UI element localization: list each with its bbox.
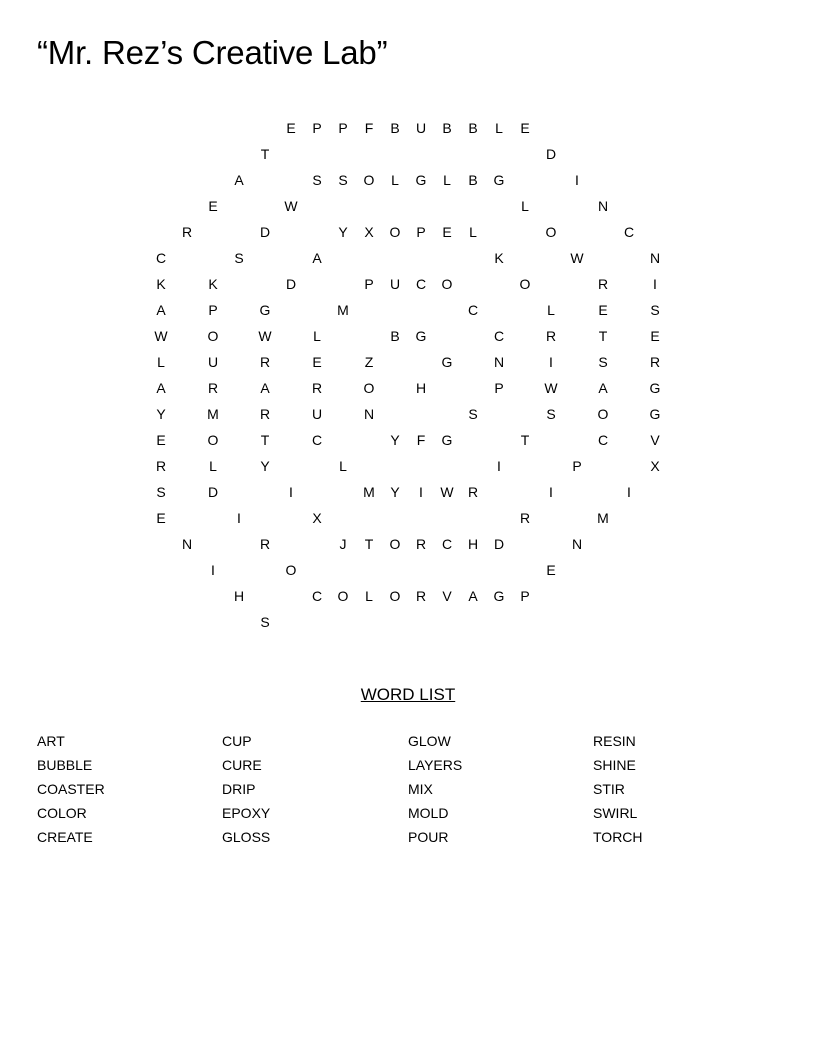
grid-letter: I: [497, 458, 501, 474]
grid-letter: E: [650, 328, 660, 344]
grid-letter: H: [233, 588, 245, 604]
grid-row: [148, 586, 668, 612]
word-list-item: CUP: [222, 733, 252, 749]
grid-letter: X: [312, 510, 322, 526]
grid-letter: R: [597, 276, 609, 292]
grid-letter: A: [260, 380, 270, 396]
grid-letter: L: [365, 588, 373, 604]
grid-letter: I: [237, 510, 241, 526]
grid-letter: T: [364, 536, 374, 552]
grid-letter: W: [258, 328, 272, 344]
grid-letter: M: [363, 484, 375, 500]
grid-letter: O: [285, 562, 297, 578]
grid-letter: R: [545, 328, 557, 344]
grid-letter: T: [520, 432, 530, 448]
grid-letter: S: [312, 172, 322, 188]
grid-letter: S: [546, 406, 556, 422]
grid-letter: M: [337, 302, 349, 318]
grid-letter: N: [181, 536, 193, 552]
grid-letter: E: [156, 432, 166, 448]
word-list-column-3: [408, 731, 462, 851]
grid-letter: R: [181, 224, 193, 240]
grid-row: [148, 560, 668, 586]
grid-letter: A: [234, 172, 244, 188]
grid-letter: V: [650, 432, 660, 448]
grid-letter: R: [519, 510, 531, 526]
grid-letter: D: [493, 536, 505, 552]
grid-letter: W: [440, 484, 454, 500]
grid-row: [148, 144, 668, 170]
grid-letter: O: [337, 588, 349, 604]
grid-letter: C: [311, 588, 323, 604]
grid-letter: D: [545, 146, 557, 162]
word-list-item: MOLD: [408, 805, 449, 821]
grid-letter: N: [363, 406, 375, 422]
grid-letter: G: [415, 328, 427, 344]
grid-letter: O: [363, 380, 375, 396]
grid-letter: L: [521, 198, 529, 214]
grid-letter: L: [339, 458, 347, 474]
grid-letter: I: [549, 354, 553, 370]
word-list-item: RESIN: [593, 733, 636, 749]
word-list-item: GLOSS: [222, 829, 271, 845]
grid-letter: N: [597, 198, 609, 214]
grid-letter: P: [572, 458, 582, 474]
word-list-item: SHINE: [593, 757, 636, 773]
grid-letter: L: [469, 224, 477, 240]
grid-letter: O: [441, 276, 453, 292]
grid-letter: E: [546, 562, 556, 578]
grid-letter: B: [390, 328, 400, 344]
grid-letter: A: [156, 302, 166, 318]
grid-row: [148, 170, 668, 196]
grid-letter: R: [415, 536, 427, 552]
grid-letter: K: [494, 250, 504, 266]
grid-letter: O: [545, 224, 557, 240]
grid-letter: G: [493, 172, 505, 188]
grid-letter: O: [389, 588, 401, 604]
word-list-heading: WORD LIST: [360, 685, 456, 704]
grid-row: [148, 118, 668, 144]
grid-row: [148, 456, 668, 482]
word-list-item: SWIRL: [593, 805, 638, 821]
grid-row: [148, 274, 668, 300]
grid-letter: A: [312, 250, 322, 266]
grid-letter: T: [260, 432, 270, 448]
grid-letter: E: [208, 198, 218, 214]
word-list-item: CREATE: [37, 829, 93, 845]
grid-row: [148, 508, 668, 534]
grid-letter: R: [259, 406, 271, 422]
grid-letter: S: [650, 302, 660, 318]
grid-letter: X: [650, 458, 660, 474]
grid-letter: I: [627, 484, 631, 500]
word-list-item: CURE: [222, 757, 262, 773]
grid-letter: R: [259, 354, 271, 370]
grid-letter: Y: [390, 432, 400, 448]
grid-letter: O: [519, 276, 531, 292]
grid-letter: R: [259, 536, 271, 552]
word-list-column-1: [37, 731, 105, 851]
grid-letter: R: [415, 588, 427, 604]
grid-letter: L: [157, 354, 165, 370]
grid-row: [148, 612, 668, 638]
grid-letter: V: [442, 588, 452, 604]
grid-letter: S: [234, 250, 244, 266]
grid-letter: I: [575, 172, 579, 188]
grid-letter: C: [441, 536, 453, 552]
grid-letter: R: [207, 380, 219, 396]
word-list-item: POUR: [408, 829, 449, 845]
word-list-item: COASTER: [37, 781, 105, 797]
grid-letter: L: [209, 458, 217, 474]
grid-letter: N: [649, 250, 661, 266]
grid-letter: K: [208, 276, 218, 292]
grid-row: [148, 534, 668, 560]
grid-letter: H: [415, 380, 427, 396]
grid-letter: W: [284, 198, 298, 214]
word-list-item: MIX: [408, 781, 433, 797]
grid-letter: K: [156, 276, 166, 292]
grid-letter: G: [259, 302, 271, 318]
grid-letter: H: [467, 536, 479, 552]
grid-letter: L: [313, 328, 321, 344]
grid-letter: F: [364, 120, 374, 136]
grid-letter: M: [207, 406, 219, 422]
grid-letter: U: [311, 406, 323, 422]
grid-letter: P: [312, 120, 322, 136]
grid-letter: T: [598, 328, 608, 344]
grid-letter: W: [154, 328, 168, 344]
grid-letter: O: [363, 172, 375, 188]
grid-letter: D: [285, 276, 297, 292]
grid-letter: S: [598, 354, 608, 370]
grid-letter: E: [312, 354, 322, 370]
grid-letter: L: [391, 172, 399, 188]
grid-letter: S: [468, 406, 478, 422]
grid-letter: P: [520, 588, 530, 604]
grid-letter: N: [571, 536, 583, 552]
grid-row: [148, 248, 668, 274]
grid-row: [148, 300, 668, 326]
grid-letter: M: [597, 510, 609, 526]
grid-letter: L: [495, 120, 503, 136]
grid-letter: G: [415, 172, 427, 188]
grid-letter: D: [259, 224, 271, 240]
grid-letter: I: [419, 484, 423, 500]
grid-row: [148, 352, 668, 378]
grid-letter: E: [156, 510, 166, 526]
grid-letter: P: [494, 380, 504, 396]
grid-row: [148, 404, 668, 430]
grid-letter: G: [649, 406, 661, 422]
grid-letter: W: [544, 380, 558, 396]
word-list-item: EPOXY: [222, 805, 271, 821]
grid-letter: C: [415, 276, 427, 292]
grid-row: [148, 430, 668, 456]
grid-letter: B: [442, 120, 452, 136]
grid-letter: U: [207, 354, 219, 370]
grid-letter: R: [311, 380, 323, 396]
grid-letter: G: [649, 380, 661, 396]
grid-letter: L: [443, 172, 451, 188]
grid-letter: B: [390, 120, 400, 136]
grid-letter: R: [649, 354, 661, 370]
word-list-column-2: [222, 731, 270, 851]
grid-letter: P: [208, 302, 218, 318]
grid-letter: B: [468, 172, 478, 188]
grid-letter: C: [467, 302, 479, 318]
grid-letter: F: [416, 432, 426, 448]
grid-letter: O: [207, 432, 219, 448]
word-list-item: TORCH: [593, 829, 643, 845]
grid-letter: C: [155, 250, 167, 266]
grid-row: [148, 222, 668, 248]
grid-letter: O: [389, 536, 401, 552]
grid-letter: O: [207, 328, 219, 344]
grid-row: [148, 326, 668, 352]
grid-letter: S: [156, 484, 166, 500]
grid-letter: Y: [156, 406, 166, 422]
grid-letter: G: [441, 354, 453, 370]
grid-letter: U: [389, 276, 401, 292]
grid-letter: A: [598, 380, 608, 396]
letter-grid: [148, 118, 668, 638]
word-list-item: BUBBLE: [37, 757, 93, 773]
grid-letter: I: [289, 484, 293, 500]
grid-letter: G: [493, 588, 505, 604]
grid-letter: A: [156, 380, 166, 396]
grid-letter: D: [207, 484, 219, 500]
grid-letter: O: [597, 406, 609, 422]
grid-letter: Y: [390, 484, 400, 500]
page-title: “Mr. Rez’s Creative Lab”: [37, 34, 388, 71]
grid-letter: P: [338, 120, 348, 136]
grid-letter: I: [549, 484, 553, 500]
grid-letter: C: [493, 328, 505, 344]
grid-letter: Y: [260, 458, 270, 474]
grid-letter: C: [311, 432, 323, 448]
word-list-item: STIR: [593, 781, 625, 797]
grid-letter: T: [260, 146, 270, 162]
word-list-item: DRIP: [222, 781, 256, 797]
grid-row: [148, 482, 668, 508]
grid-letter: O: [389, 224, 401, 240]
grid-letter: I: [653, 276, 657, 292]
grid-letter: U: [415, 120, 427, 136]
word-list-item: ART: [37, 733, 65, 749]
grid-letter: P: [364, 276, 374, 292]
grid-letter: N: [493, 354, 505, 370]
grid-letter: E: [520, 120, 530, 136]
grid-letter: C: [597, 432, 609, 448]
grid-letter: P: [416, 224, 426, 240]
grid-letter: R: [467, 484, 479, 500]
word-list-item: LAYERS: [408, 757, 463, 773]
grid-letter: Z: [364, 354, 374, 370]
grid-letter: S: [260, 614, 270, 630]
grid-letter: A: [468, 588, 478, 604]
grid-letter: G: [441, 432, 453, 448]
grid-letter: J: [339, 536, 347, 552]
grid-letter: Y: [338, 224, 348, 240]
grid-letter: B: [468, 120, 478, 136]
grid-row: [148, 196, 668, 222]
grid-letter: L: [547, 302, 555, 318]
grid-letter: X: [364, 224, 374, 240]
grid-letter: E: [286, 120, 296, 136]
word-list-item: COLOR: [37, 805, 87, 821]
grid-letter: R: [155, 458, 167, 474]
grid-letter: S: [338, 172, 348, 188]
grid-letter: E: [442, 224, 452, 240]
grid-letter: E: [598, 302, 608, 318]
grid-letter: I: [211, 562, 215, 578]
word-list-item: GLOW: [408, 733, 451, 749]
grid-letter: C: [623, 224, 635, 240]
grid-letter: W: [570, 250, 584, 266]
word-list-column-4: [593, 731, 643, 851]
grid-row: [148, 378, 668, 404]
